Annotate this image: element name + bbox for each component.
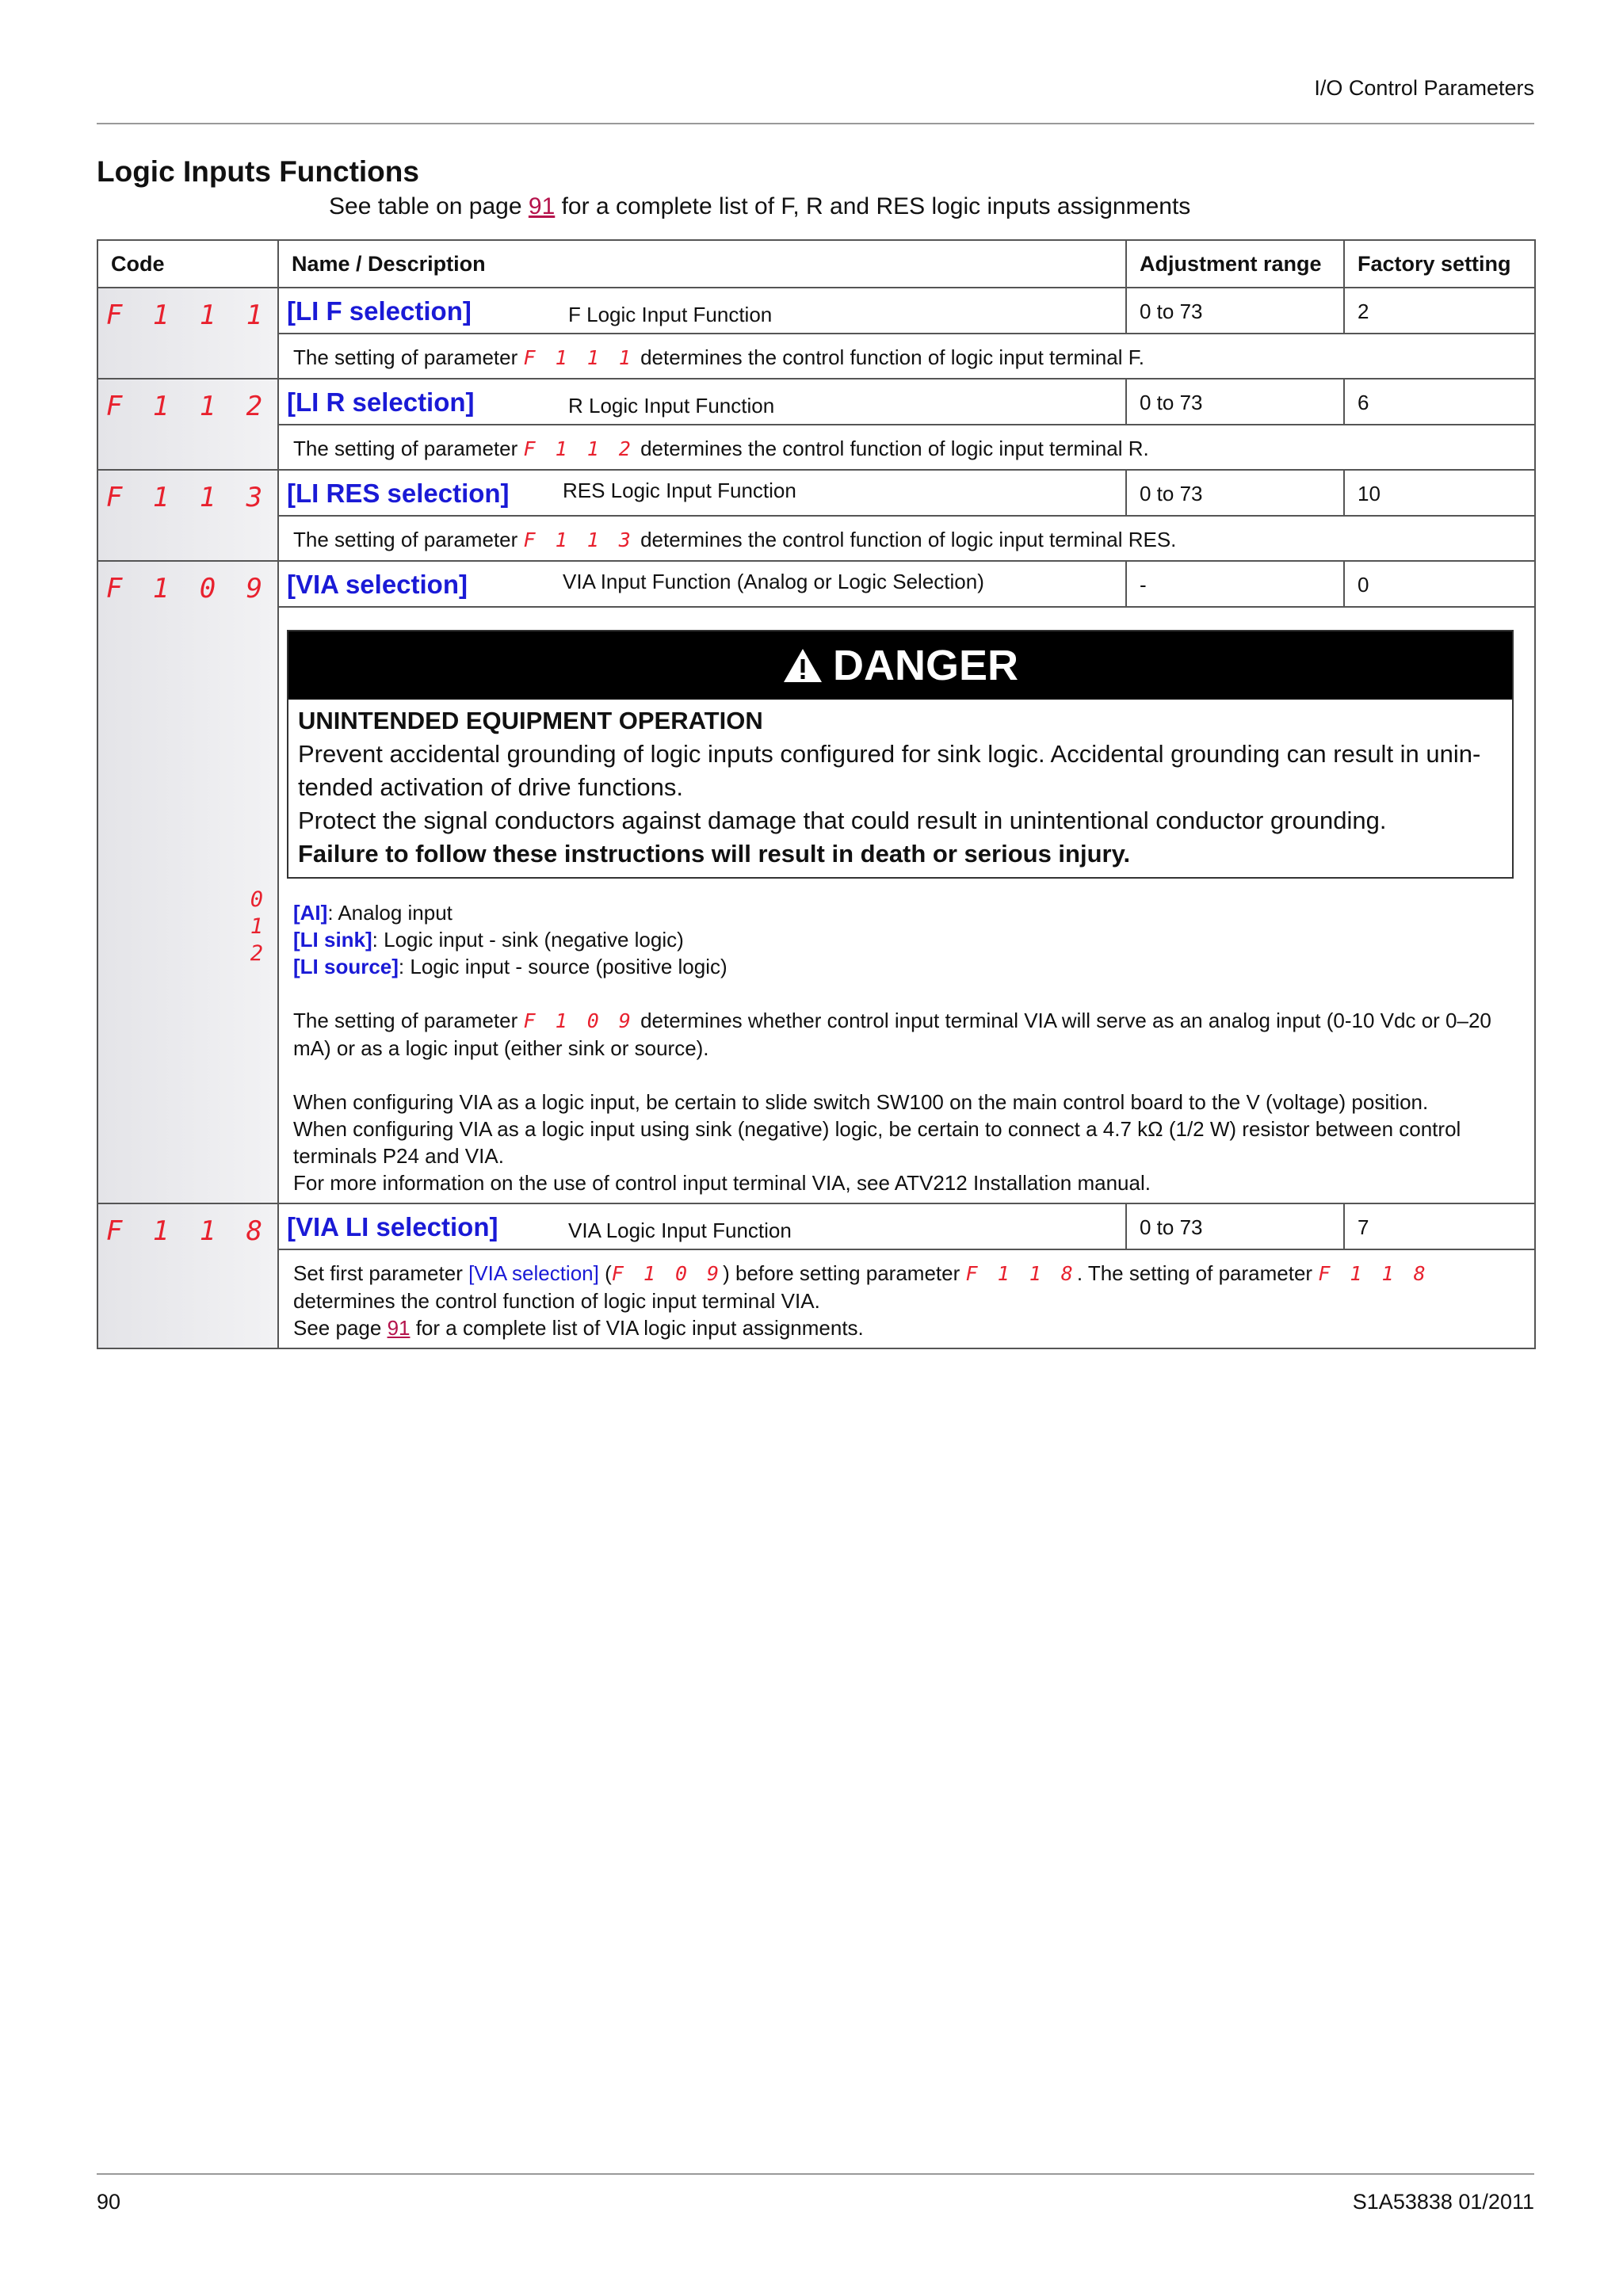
option-values <box>250 887 263 967</box>
name-cell <box>278 561 1126 607</box>
note-text-end: for a complete list of VIA logic input assignments. <box>410 1316 864 1340</box>
table-row <box>97 288 1535 334</box>
note-text: The setting of parameter <box>293 528 524 551</box>
warning-triangle-icon <box>782 647 823 684</box>
parameter-description: F Logic Input Function <box>568 303 773 326</box>
range-cell: 0 to 73 <box>1126 379 1344 425</box>
code-cell <box>97 379 278 470</box>
parameter-code: F 1 1 3 <box>105 482 270 513</box>
parameter-code: F 1 0 9 <box>105 573 270 605</box>
parameter-name: [LI R selection] <box>287 387 475 417</box>
option-text: : Logic input - sink (negative logic) <box>372 928 684 952</box>
parameter-name: [LI F selection] <box>287 296 472 326</box>
table-row <box>97 425 1535 470</box>
subtitle-text: See table on page <box>329 193 529 219</box>
paragraph-line: When configuring VIA as a logic input, be certain to slide switch SW100 on the main control board to the V (voltage) position. <box>293 1090 1429 1114</box>
parameter-code: F 1 1 2 <box>105 391 270 422</box>
range-cell: 0 to 73 <box>1126 1203 1344 1249</box>
note-text: The setting of parameter <box>293 345 524 369</box>
parameter-description: RES Logic Input Function <box>563 479 796 502</box>
option-tag: [LI source] <box>293 955 399 978</box>
list-item <box>293 899 1520 926</box>
factory-cell: 0 <box>1344 561 1535 607</box>
parameter-link[interactable]: [VIA selection] <box>468 1261 599 1285</box>
subtitle-text-end: for a complete list of F, R and RES logic inputs assignments <box>555 193 1191 219</box>
danger-line: Protect the signal conductors against damage that could result in unintentional conductor grounding. <box>298 807 1387 834</box>
page-number: 90 <box>97 2190 121 2214</box>
inline-code: F 1 1 2 <box>523 437 635 460</box>
table-row <box>97 334 1535 379</box>
parameter-name: [LI RES selection] <box>287 479 510 508</box>
parameter-description: VIA Logic Input Function <box>568 1219 792 1242</box>
name-cell <box>278 470 1126 516</box>
option-value: 0 <box>250 887 263 912</box>
option-tag: [AI] <box>293 901 328 925</box>
note-text: before setting parameter <box>729 1261 966 1285</box>
danger-label: DANGER <box>832 642 1018 689</box>
note-text-end: determines the control function of logic input terminal RES. <box>634 528 1177 551</box>
danger-body <box>288 700 1512 877</box>
table-row <box>97 1249 1535 1348</box>
danger-banner <box>288 631 1512 700</box>
paragraph <box>293 1007 1520 1062</box>
option-tag: [LI sink] <box>293 928 372 952</box>
parameter-code: F 1 1 8 <box>105 1215 270 1247</box>
inline-code: F 1 1 8 <box>1318 1262 1430 1285</box>
name-cell <box>278 1203 1126 1249</box>
header-rule <box>97 123 1534 124</box>
footer-rule <box>97 2173 1534 2175</box>
table-row <box>97 379 1535 425</box>
inline-code: F 1 0 9 <box>611 1262 724 1285</box>
note-text: See page <box>293 1316 388 1340</box>
paragraph-text-end: determines whether control input terminal VIA will serve as an analog input (0-10 Vdc or 0–20 mA) or as a logic input (either sink or source). <box>293 1009 1491 1060</box>
factory-cell: 10 <box>1344 470 1535 516</box>
page-link[interactable]: 91 <box>528 193 556 219</box>
factory-cell: 7 <box>1344 1203 1535 1249</box>
note-cell <box>278 516 1535 561</box>
table-row <box>97 561 1535 607</box>
range-cell: - <box>1126 561 1344 607</box>
factory-cell: 6 <box>1344 379 1535 425</box>
parameter-description: R Logic Input Function <box>568 394 775 418</box>
parameter-name: [VIA selection] <box>287 570 468 599</box>
inline-code: F 1 1 3 <box>523 528 635 551</box>
range-cell: 0 to 73 <box>1126 288 1344 334</box>
code-cell <box>97 288 278 379</box>
danger-line: tended activation of drive functions. <box>298 773 683 801</box>
option-list <box>293 899 1520 980</box>
code-cell <box>97 561 278 1203</box>
parameter-name: [VIA LI selection] <box>287 1212 498 1241</box>
header-range: Adjustment range <box>1126 240 1344 288</box>
factory-cell: 2 <box>1344 288 1535 334</box>
paragraph-text: The setting of parameter <box>293 1009 524 1032</box>
list-item <box>293 926 1520 953</box>
see-page-line <box>293 1314 1520 1341</box>
list-item <box>293 953 1520 980</box>
parameter-description: VIA Input Function (Analog or Logic Selection) <box>563 570 984 593</box>
name-cell <box>278 288 1126 334</box>
table-header-row <box>97 240 1535 288</box>
note-text: determines the control function of logic input terminal VIA. <box>293 1289 820 1313</box>
note-cell <box>278 1249 1535 1348</box>
option-text: : Analog input <box>327 901 453 925</box>
range-cell: 0 to 73 <box>1126 470 1344 516</box>
note-text: Set first parameter <box>293 1261 469 1285</box>
parameters-table <box>97 239 1536 1349</box>
option-value: 1 <box>250 914 263 939</box>
note-text: ) <box>723 1261 730 1285</box>
table-row <box>97 516 1535 561</box>
inline-code: F 1 1 1 <box>523 346 635 369</box>
code-cell <box>97 1203 278 1348</box>
option-value: 2 <box>250 941 263 966</box>
table-row <box>97 1203 1535 1249</box>
table-row <box>97 607 1535 1203</box>
danger-line: Prevent accidental grounding of logic inputs configured for sink logic. Accidental grounding can result in unin- <box>298 740 1481 768</box>
danger-box <box>287 630 1514 879</box>
paragraph-line: For more information on the use of control input terminal VIA, see ATV212 Installation manual. <box>293 1171 1151 1195</box>
header-factory: Factory setting <box>1344 240 1535 288</box>
code-cell <box>97 470 278 561</box>
paragraph <box>293 1089 1520 1196</box>
note-text: . The setting of parameter <box>1076 1261 1319 1285</box>
page-subtitle <box>329 193 1190 220</box>
header-section-title: I/O Control Parameters <box>1314 76 1534 100</box>
document-reference: S1A53838 01/2011 <box>1352 2190 1534 2214</box>
inline-code: F 1 1 8 <box>965 1262 1077 1285</box>
header-name: Name / Description <box>278 240 1126 288</box>
table-row <box>97 470 1535 516</box>
danger-warning: Failure to follow these instructions will result in death or serious injury. <box>298 840 1131 868</box>
danger-heading: UNINTENDED EQUIPMENT OPERATION <box>298 707 763 734</box>
page-link[interactable]: 91 <box>387 1316 411 1340</box>
details-cell <box>278 607 1535 1203</box>
inline-code: F 1 0 9 <box>523 1009 635 1032</box>
option-text: : Logic input - source (positive logic) <box>398 955 727 978</box>
note-text-end: determines the control function of logic input terminal R. <box>634 437 1149 460</box>
note-cell <box>278 334 1535 379</box>
note-text: The setting of parameter <box>293 437 524 460</box>
name-cell <box>278 379 1126 425</box>
parameter-code: F 1 1 1 <box>105 299 270 331</box>
header-code: Code <box>97 240 278 288</box>
page-title: Logic Inputs Functions <box>97 155 419 188</box>
note-text: ( <box>598 1261 612 1285</box>
note-cell <box>278 425 1535 470</box>
paragraph-line: When configuring VIA as a logic input using sink (negative) logic, be certain to connect a 4.7 kΩ (1/2 W) resistor between control terminals P24 and VIA. <box>293 1117 1461 1168</box>
note-text-end: determines the control function of logic input terminal F. <box>634 345 1144 369</box>
